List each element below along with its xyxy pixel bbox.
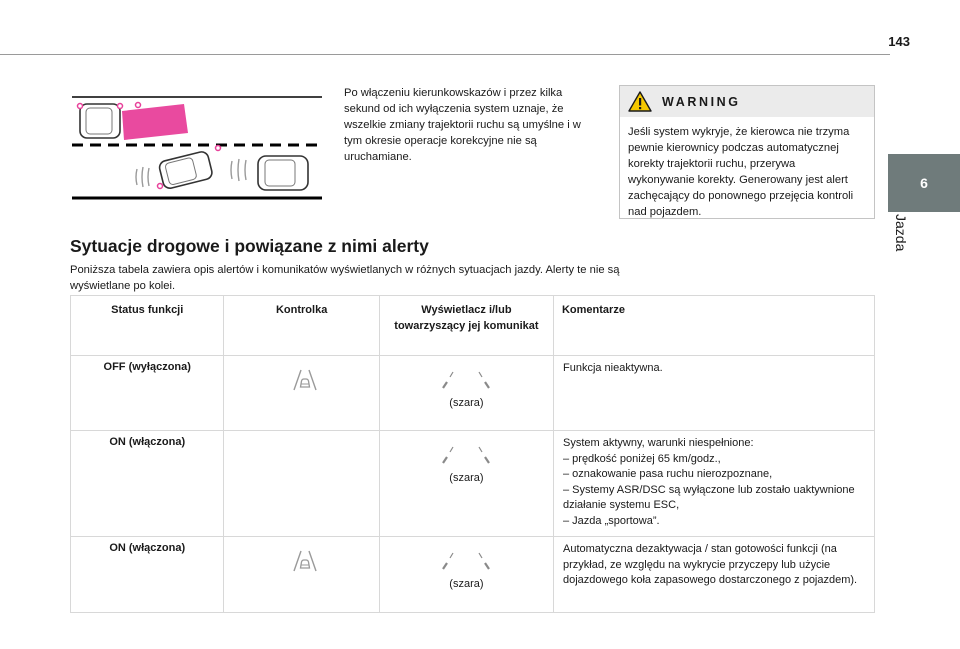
- indicator-cell: [224, 356, 379, 431]
- warning-triangle-icon: [628, 91, 652, 112]
- top-rule: [0, 54, 890, 55]
- chapter-label-text: Jazda: [893, 214, 909, 252]
- page-number: 143: [888, 34, 910, 49]
- indicator-cell: [224, 537, 379, 613]
- warning-title: WARNING: [662, 94, 741, 109]
- status-cell: OFF (wyłączona): [71, 356, 224, 431]
- warning-header: [620, 86, 874, 117]
- lane-display-icon: [438, 551, 494, 571]
- comment-line: Funkcja nieaktywna.: [562, 362, 663, 374]
- comments-cell: [553, 431, 874, 537]
- comment-line: – Systemy ASR/DSC są wyłączone lub zostało uaktywnione działanie systemu ESC,: [562, 483, 855, 511]
- indicator-cell: [224, 431, 379, 537]
- comments-cell: [553, 537, 874, 613]
- display-cell: [379, 356, 553, 431]
- car-top-left: [80, 104, 120, 138]
- table-row: [71, 537, 875, 613]
- section-title: Sytuacje drogowe i powiązane z nimi alerty: [70, 236, 429, 256]
- comment-line: – oznakowanie pasa ruchu nierozpoznane,: [562, 468, 773, 480]
- section-lead: Poniższa tabela zawiera opis alertów i komunikatów wyświetlanych w różnych sytuacjach jazdy. Alerty te nie są wyświetlane po kolei.: [70, 264, 620, 292]
- lane-keeping-warning-icon: [292, 368, 318, 392]
- comment-line: – Jazda „sportowa”.: [562, 514, 660, 527]
- warning-box: [619, 85, 875, 219]
- comments-cell: [553, 356, 874, 431]
- lane-keeping-warning-icon: [292, 549, 318, 573]
- status-cell: ON (włączona): [71, 431, 224, 537]
- car-right: [258, 156, 308, 190]
- lane-display-icon: [438, 370, 494, 390]
- header-display: Wyświetlacz i/lub towarzyszący jej komunikat: [379, 296, 553, 356]
- header-comments: Komentarze: [553, 296, 874, 356]
- display-caption: (szara): [449, 578, 484, 590]
- header-indicator: Kontrolka: [224, 296, 379, 356]
- table-row: [71, 356, 875, 431]
- lane-display-icon: [438, 445, 494, 465]
- chapter-number: 6: [920, 175, 928, 191]
- comment-line: System aktywny, warunki niespełnione:: [562, 437, 754, 449]
- chapter-tab[interactable]: [888, 154, 960, 212]
- comment-line: – prędkość poniżej 65 km/godz.,: [562, 452, 721, 465]
- warning-text: Jeśli system wykryje, że kierowca nie trzyma pewnie kierownicy podczas automatycznej korekty trajektorii ruchu, przerywa wykonywanie korekty. Generowany jest alert zachęcający do ponownego przejęcia kontroli nad pojazdem.: [628, 126, 854, 218]
- header-status: Status funkcji: [71, 296, 224, 356]
- table-row: [71, 431, 875, 537]
- intro-paragraph: Po włączeniu kierunkowskazów i przez kilka sekund od ich wyłączenia system uznaje, że wszelkie zmiany trajektorii ruchu są umyślne i w tym okresie operacje korekcyjne nie są uruchamiane.: [344, 87, 581, 163]
- alerts-table: [70, 295, 875, 613]
- display-caption: (szara): [449, 472, 484, 484]
- display-cell: [379, 431, 553, 537]
- display-cell: [379, 537, 553, 613]
- comment-line: Automatyczna dezaktywacja / stan gotowości funkcji (na przykład, ze względu na wykrycie przyczepy lub użycie dojazdowego koła zapasowego dostarczonego z pojazdem).: [562, 543, 858, 586]
- chapter-label: [893, 214, 913, 274]
- status-cell: ON (włączona): [71, 537, 224, 613]
- table-header-row: [71, 296, 875, 356]
- lane-correction-illustration: [68, 88, 326, 208]
- car-correcting: [158, 150, 213, 189]
- display-caption: (szara): [449, 397, 484, 409]
